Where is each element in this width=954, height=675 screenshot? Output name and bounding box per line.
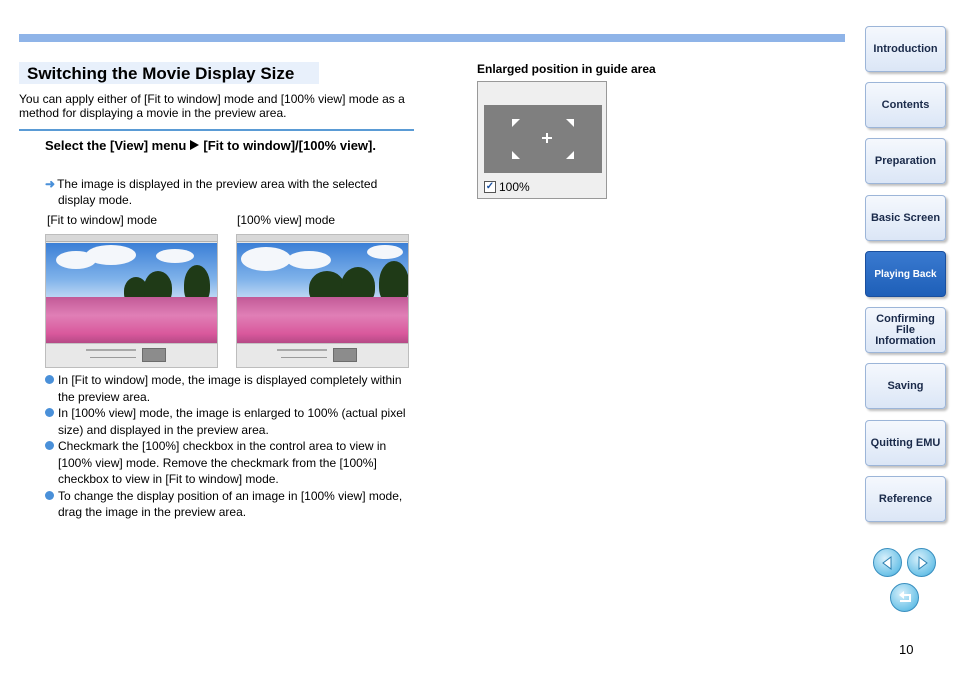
flower-field [46,297,217,343]
cloud [86,245,136,265]
move-cursor-icon [542,133,552,143]
timeline-slider [86,349,136,351]
playback-buttons [90,357,136,363]
playback-buttons [281,357,327,363]
previous-page-button[interactable] [873,548,902,577]
screenshot-100-view [236,234,409,368]
list-item: In [100% view] mode, the image is enlarged to 100% (actual pixel size) and displayed in the preview area. [45,405,415,438]
nav-introduction[interactable]: Introduction [865,26,946,72]
cloud [241,247,291,271]
triangle-right-icon [190,140,199,150]
cloud [156,249,194,263]
nav-playing-back[interactable]: Playing Back [865,251,946,297]
corner-marker-icon [566,119,574,127]
100-percent-label: 100% [499,180,530,194]
guide-area-panel [477,81,607,199]
guide-area-label: Enlarged position in guide area [477,62,656,76]
bullet-icon [45,375,54,384]
window-titlebar [237,235,408,242]
step-heading [45,137,395,155]
next-page-button[interactable] [907,548,936,577]
caption-fit-window: [Fit to window] mode [47,213,158,227]
100-percent-checkbox[interactable]: ✓ [485,181,495,192]
return-icon [896,589,914,607]
flower-field [237,297,408,343]
bullet-list [45,372,415,521]
result-line1: The image is displayed in the preview area with the selected [57,177,378,191]
control-area [46,343,217,368]
list-item: In [Fit to window] mode, the image is displayed completely within the preview area. [45,372,415,405]
arrow-left-icon [880,555,896,571]
guide-preview[interactable] [484,105,602,173]
cloud [367,245,403,259]
nav-basic-screen[interactable]: Basic Screen [865,195,946,241]
caption-100-view: [100% view] mode [237,213,336,227]
nav-preparation[interactable]: Preparation [865,138,946,184]
arrow-right-icon [914,555,930,571]
intro-text: You can apply either of [Fit to window] mode and [100% view] mode as a method for displaying a movie in the preview area. [19,92,405,120]
timeline-slider [277,349,327,351]
bullet-icon [45,408,54,417]
top-bar [19,34,845,42]
section-title-box [19,62,319,84]
nav-quitting-emu[interactable]: Quitting EMU [865,420,946,466]
window-titlebar [46,235,217,242]
list-item: To change the display position of an image in [100% view] mode, drag the image in the preview area. [45,488,415,521]
screenshot-fit-window [45,234,218,368]
nav-saving[interactable]: Saving [865,363,946,409]
step-part2: [Fit to window]/[100% view]. [203,138,376,153]
corner-marker-icon [512,151,520,159]
cloud [287,251,331,269]
corner-marker-icon [566,151,574,159]
arrow-right-icon: ➜ [45,177,56,191]
control-area [237,343,408,368]
page-title: Switching the Movie Display Size [27,64,295,83]
nav-confirming-file-information[interactable]: Confirming File Information [865,307,946,353]
result-line2: display mode. [58,193,133,207]
divider [19,129,414,131]
page-number: 10 [899,642,914,657]
corner-marker-icon [512,119,520,127]
guide-thumbnail [333,348,357,362]
nav-contents[interactable]: Contents [865,82,946,128]
bullet-icon [45,491,54,500]
return-button[interactable] [890,583,919,612]
step-part1: Select the [View] menu [45,138,187,153]
step-result [45,176,405,208]
nav-reference[interactable]: Reference [865,476,946,522]
bullet-icon [45,441,54,450]
list-item: Checkmark the [100%] checkbox in the control area to view in [100% view] mode. Remove the checkmark from the [100%] checkbox to view in [Fit to window] mode. [45,438,415,488]
guide-thumbnail [142,348,166,362]
